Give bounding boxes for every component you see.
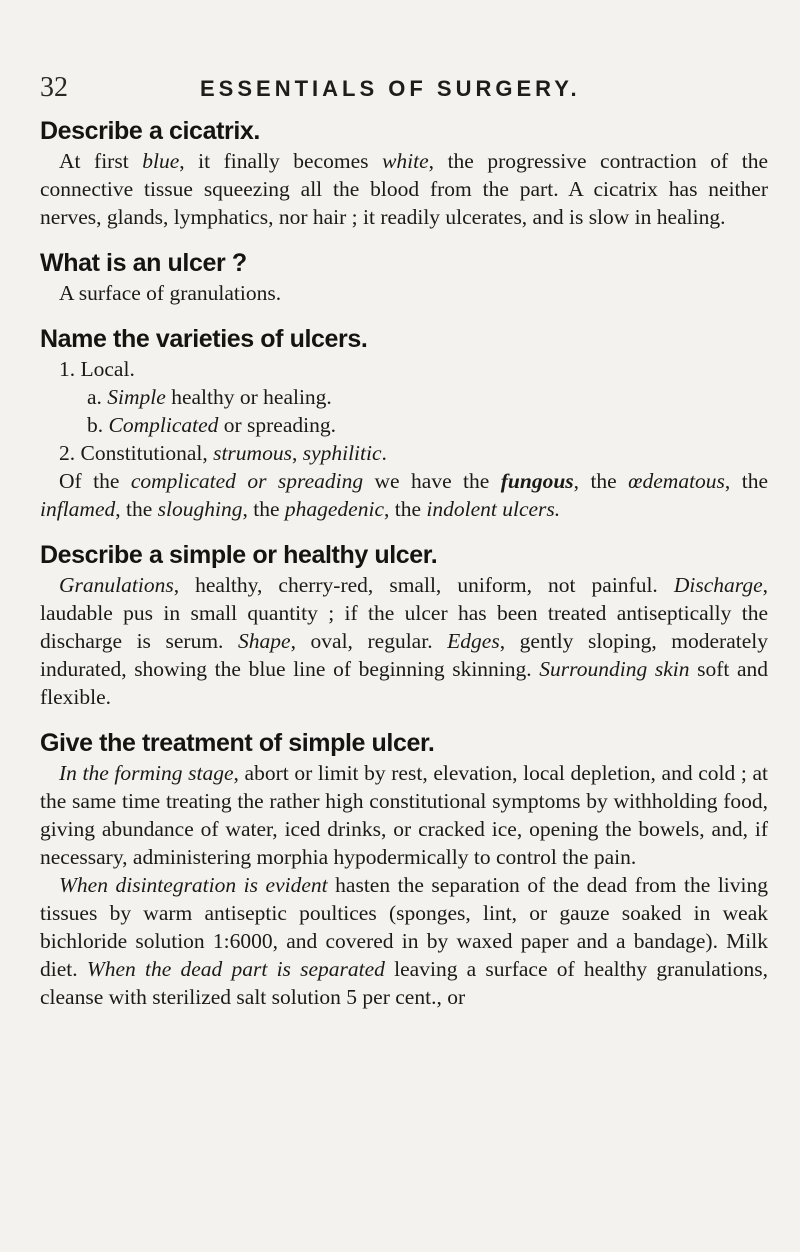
answer-paragraph: When disintegration is evident hasten the separation of the dead from the living tissues by warm antiseptic poultices (sponges, lint, or gauze soaked in weak bichloride solution 1:6000, and covered in by waxed paper and a bandage). Milk diet. When the dead part is separated leaving a surface of healthy granulations, cleanse with sterilized salt solution 5 per cent., or	[40, 873, 768, 1009]
section-cicatrix	[40, 115, 768, 231]
answer-paragraph: Granulations, healthy, cherry-red, small, uniform, not painful. Discharge, laudable pus in small quantity ; if the ulcer has been treated antiseptically the discharge is serum. Shape, oval, regular. Edges, gently sloping, moderately indurated, showing the blue line of beginning skinning. Surrounding skin soft and flexible.	[40, 573, 769, 709]
list-subitem: a. Simple healthy or healing.	[87, 385, 332, 409]
list-subitem: b. Complicated or spreading.	[87, 413, 336, 437]
question-heading: Describe a cicatrix.	[40, 117, 260, 145]
answer-paragraph: In the forming stage, abort or limit by rest, elevation, local depletion, and cold ; at the same time treating the rather high constitutional symptoms by withholding food, giving abundance of water, iced drinks, or cracked ice, opening the bowels, and, if necessary, administering morphia hypodermically to control the pain.	[40, 761, 768, 869]
question-heading: Name the varieties of ulcers.	[40, 325, 368, 353]
list-item: 1. Local.	[59, 357, 135, 381]
list-item: 2. Constitutional, strumous, syphilitic.	[59, 441, 387, 465]
section-simple-ulcer	[40, 539, 768, 711]
section-ulcer-varieties	[40, 323, 768, 523]
answer-paragraph: At first blue, it finally becomes white, the progressive contraction of the connective tissue squeezing all the blood from the part. A cicatrix has neither nerves, glands, lymphatics, nor hair ; it readily ulcerates, and is slow in healing.	[40, 149, 769, 229]
question-heading: Give the treatment of simple ulcer.	[40, 729, 435, 757]
section-ulcer-definition	[40, 247, 768, 307]
answer-paragraph: A surface of granulations.	[59, 281, 282, 305]
page-body	[40, 115, 768, 1027]
page-number: 32	[40, 72, 68, 103]
running-title: ESSENTIALS OF SURGERY.	[200, 76, 581, 101]
section-treatment	[40, 727, 768, 1011]
question-heading: What is an ulcer ?	[40, 249, 247, 277]
question-heading: Describe a simple or healthy ulcer.	[40, 541, 438, 569]
running-head	[40, 72, 760, 106]
answer-paragraph: Of the complicated or spreading we have the fungous, the œdematous, the inflamed, the sloughing, the phagedenic, the indolent ulcers.	[40, 469, 768, 521]
